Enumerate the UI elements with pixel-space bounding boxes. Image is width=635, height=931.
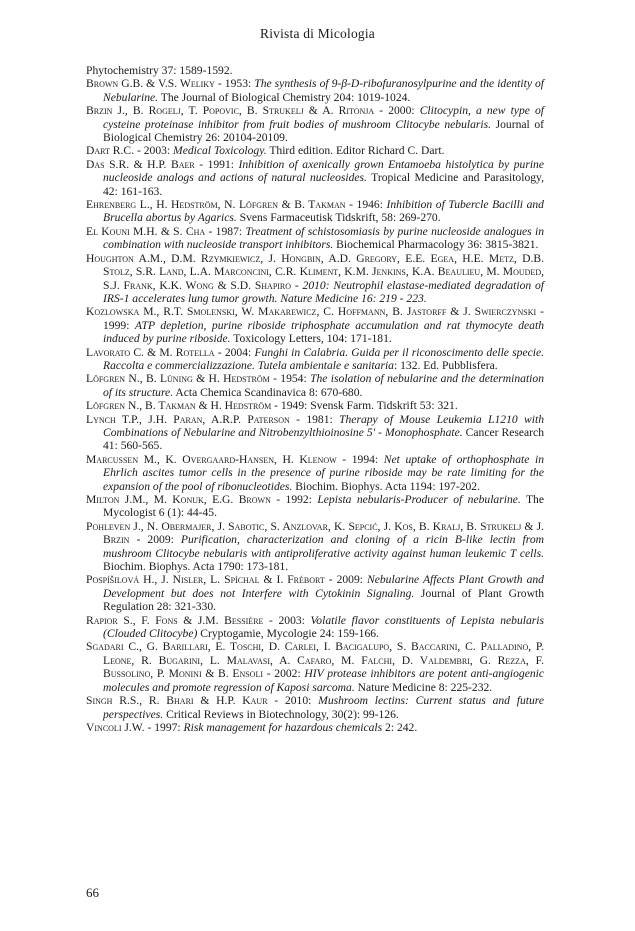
reference-source: 2: 242.: [382, 720, 418, 734]
reference-date: - 2003:: [134, 144, 174, 158]
reference-date: - 2000:: [374, 104, 420, 118]
journal-title: Rivista di Micologia: [260, 26, 375, 41]
reference-date: - 1991:: [194, 157, 239, 171]
reference-authors: Dart R.C.: [86, 144, 135, 158]
reference-entry: [86, 225, 544, 252]
reference-authors: Das S.R. & H.P. Baer: [86, 157, 195, 171]
reference-list: [86, 64, 544, 734]
reference-title: Funghi in Calabria. Guida per il riconoscimento delle specie. Raccolta e commercializzazione. Tutela ambientale e sanitaria: [103, 345, 544, 372]
reference-source: Journal of Plant Growth Regulation 28: 321-330.: [103, 586, 544, 614]
reference-authors: Sgadari C., G. Barillari, E. Toschi, D. Carlei, I. Bacigalupo, S. Baccarini, C. Palladino, P. Leone, R. Bugarini, L. Malavasi, A. Cafaro, M. Falchi, D. Valdembri, G. Rezza, F. Bussolino, P. Monini & B. Ensoli: [86, 640, 544, 681]
reference-entry: [86, 372, 544, 399]
reference-source: The Mycologist 6 (1): 44-45.: [103, 493, 544, 520]
reference-title: Volatile flavor constituents of Lepista nebularis (Clouded Clitocybe): [103, 613, 545, 641]
reference-entry: [86, 694, 544, 721]
reference-authors: Ehrenberg L., H. Hedström, N. Löfgren & B. Takman: [86, 198, 346, 212]
reference-title: Purification, characterization and cloning of a ricin B-like lectin from mushroom Clitocybe nebularis with antiproliferative activity against human leukemic T cells.: [103, 533, 544, 560]
reference-authors: Löfgren N., B. Takman & H. Hedström: [86, 399, 272, 413]
reference-date: - 1949:: [271, 399, 311, 413]
reference-entry: [86, 640, 544, 694]
reference-authors: Brown G.B. & V.S. Weliky: [86, 77, 215, 91]
reference-authors: Pospíšilová H., J. Nisler, L. Spíchal & I. Frébort: [86, 573, 325, 587]
reference-entry: [86, 104, 544, 144]
reference-source: Tropical Medicine and Parasitology, 42: 161-163.: [103, 171, 544, 198]
reference-date: - 1999:: [103, 305, 545, 332]
reference-source: Svens Farmaceutisk Tidskrift, 58: 269-270.: [236, 211, 441, 225]
reference-entry: [86, 721, 544, 734]
reference-entry: [86, 198, 544, 225]
reference-date: - 1946:: [345, 198, 387, 212]
reference-date: - 2009:: [129, 533, 181, 547]
reference-entry: [86, 144, 544, 157]
reference-title: HIV protease inhibitors are potent anti-angiogenic molecules and promote regression of Kaposi sarcoma.: [103, 667, 545, 694]
reference-date: - 1992:: [270, 493, 318, 506]
reference-authors: Pohleven J., N. Obermajer, J. Sabotic, S. Anzlovar, K. Sepcić, J. Kos, B. Kralj, B. Strukelj & J. Brzin: [86, 519, 544, 547]
reference-authors: Rapior S., F. Fons & J.M. Bessière: [86, 613, 264, 627]
reference-title: Inhibition of axenically grown Entamoeba histolytica by purine nucleoside analogs and actions of natural nucleosides.: [103, 157, 544, 185]
reference-title: Therapy of Mouse Leukemia L1210 with Combinations of Nebularine and Nitrobenzylthioinosine 5' - Monophosphate.: [103, 412, 544, 439]
reference-entry: [86, 158, 544, 198]
reference-source: Toxicology Letters, 104: 171-181.: [230, 332, 392, 346]
reference-date: - 2002:: [263, 667, 305, 681]
reference-title: Risk management for hazardous chemicals: [183, 720, 383, 734]
reference-source: Journal of Biological Chemistry 26: 20104-20109.: [103, 117, 544, 145]
reference-authors: Milton J.M., M. Konuk, E.G. Brown: [86, 493, 271, 506]
reference-date: - 1953:: [214, 77, 255, 91]
reference-source: Biochim. Biophys. Acta 1790: 173-181.: [103, 560, 289, 574]
reference-title: Treatment of schistosomiasis by purine nucleoside analogues in combination with nucleoside transport inhibitors.: [103, 224, 545, 252]
reference-date: - 2004:: [214, 345, 255, 359]
reference-title: The synthesis of 9-β-D-ribofuranosylpurine and the identity of Nebularine.: [103, 77, 545, 104]
reference-entry: [86, 64, 544, 77]
reference-date: - 2009:: [324, 573, 367, 587]
reference-title: 2010: Neutrophil elastase-mediated degradation of IRS-1 accelerates lung tumor growth. Nature Medicine 16: 219 - 223.: [103, 278, 544, 305]
reference-authors: El Kouni M.H. & S. Cha: [86, 224, 206, 238]
reference-source: Biochim. Biophys. Acta 1194: 197-202.: [292, 479, 480, 493]
reference-title: Lepista nebularis-Producer of nebularine.: [317, 493, 521, 506]
reference-authors: Lavorato C. & M. Rotella: [86, 345, 215, 359]
reference-entry: [86, 252, 544, 306]
reference-title: Inhibition of Tubercle Bacilli and Brucella abortus by Agarics.: [103, 198, 544, 225]
reference-title: Mushroom lectins: Current status and future perspectives.: [103, 694, 545, 721]
reference-authors: Lynch T.P., J.H. Paran, A.R.P. Paterson: [86, 412, 290, 426]
reference-authors: Vincoli J.W.: [86, 720, 145, 734]
reference-source: Critical Reviews in Biotechnology, 30(2): 99-126.: [163, 707, 399, 721]
reference-authors: Marcussen M., K. Overgaard-Hansen, H. Klenow: [86, 452, 337, 466]
running-header: [0, 26, 635, 42]
reference-source: Nature Medicine 8: 225-232.: [354, 680, 493, 694]
reference-entry: [86, 520, 544, 574]
reference-authors: Houghton A.M., D.M. Rzymkiewicz, J. Hongbin, A.D. Gregory, E.E. Egea, H.E. Metz, D.B. Stolz, S.R. Land, L.A. Marconcini, C.R. Kliment, K.M. Jenkins, K.A. Beaulieu, M. Mouded, S.J. Frank, K.K. Wong & S.D. Shapiro: [86, 251, 544, 292]
reference-authors: Singh R.S., R. Bhari & H.P. Kaur: [86, 694, 268, 708]
reference-source: Biochemical Pharmacology 36: 3815-3821.: [333, 238, 539, 252]
reference-date: - 1994:: [336, 452, 384, 466]
reference-source: Cryptogamie, Mycologie 24: 159-166.: [197, 627, 379, 641]
reference-entry: [86, 493, 544, 520]
reference-entry: [86, 453, 544, 493]
reference-date: - 2003:: [263, 613, 311, 627]
reference-date: -: [291, 278, 303, 292]
reference-title: Medical Toxicology.: [173, 144, 267, 158]
reference-date: - 1987:: [205, 224, 246, 238]
page-number: 66: [86, 885, 99, 900]
reference-title: Nebularine Affects Plant Growth and Development but does not Interfere with Cytokinin Signaling.: [103, 573, 544, 600]
reference-entry: [86, 346, 544, 373]
reference-entry: [86, 399, 544, 412]
reference-authors: Kozlowska M., R.T. Smolenski, W. Makarewicz, C. Hoffmann, B. Jastorff & J. Swierczynski: [86, 305, 537, 319]
reference-source: The Journal of Biological Chemistry 204: 1019-1024.: [158, 90, 411, 104]
reference-title: Clitocypin, a new type of cysteine proteinase inhibitor from fruit bodies of mushroom Clitocybe nebularis.: [103, 104, 544, 131]
reference-source: Phytochemistry 37: 1589-1592.: [86, 64, 233, 77]
reference-authors: Löfgren N., B. Lüning & H. Hedström: [86, 372, 270, 386]
reference-source: : 132. Ed. Pubblisfera.: [393, 358, 498, 372]
reference-source: Third edition. Editor Richard C. Dart.: [266, 144, 445, 158]
reference-entry: [86, 305, 544, 345]
reference-entry: [86, 413, 544, 453]
reference-entry: [86, 77, 544, 104]
reference-source: Cancer Research 41: 560-565.: [103, 425, 544, 453]
reference-source: Acta Chemica Scandinavica 8: 670-680.: [173, 385, 363, 399]
reference-date: - 2010:: [267, 694, 319, 708]
reference-entry: [86, 573, 544, 613]
reference-date: - 1997:: [144, 720, 184, 734]
reference-title: Net uptake of orthophosphate in Ehrlich ascites tumor cells in the presence of purine riboside may be rate limiting for the expansion of the pool of ribonucleotides.: [103, 452, 545, 493]
reference-title: The isolation of nebularine and the determination of its structure.: [103, 372, 544, 399]
reference-authors: Brzin J., B. Rogelj, T. Popovic, B. Strukelj & A. Ritonja: [86, 104, 375, 118]
reference-title: ATP depletion, purine riboside triphosphate accumulation and rat thymocyte death induced by purine riboside.: [103, 318, 544, 346]
reference-date: - 1954:: [269, 372, 311, 386]
reference-source: Svensk Farm. Tidskrift 53: 321.: [310, 399, 458, 413]
reference-entry: [86, 614, 544, 641]
reference-date: - 1981:: [289, 412, 340, 426]
